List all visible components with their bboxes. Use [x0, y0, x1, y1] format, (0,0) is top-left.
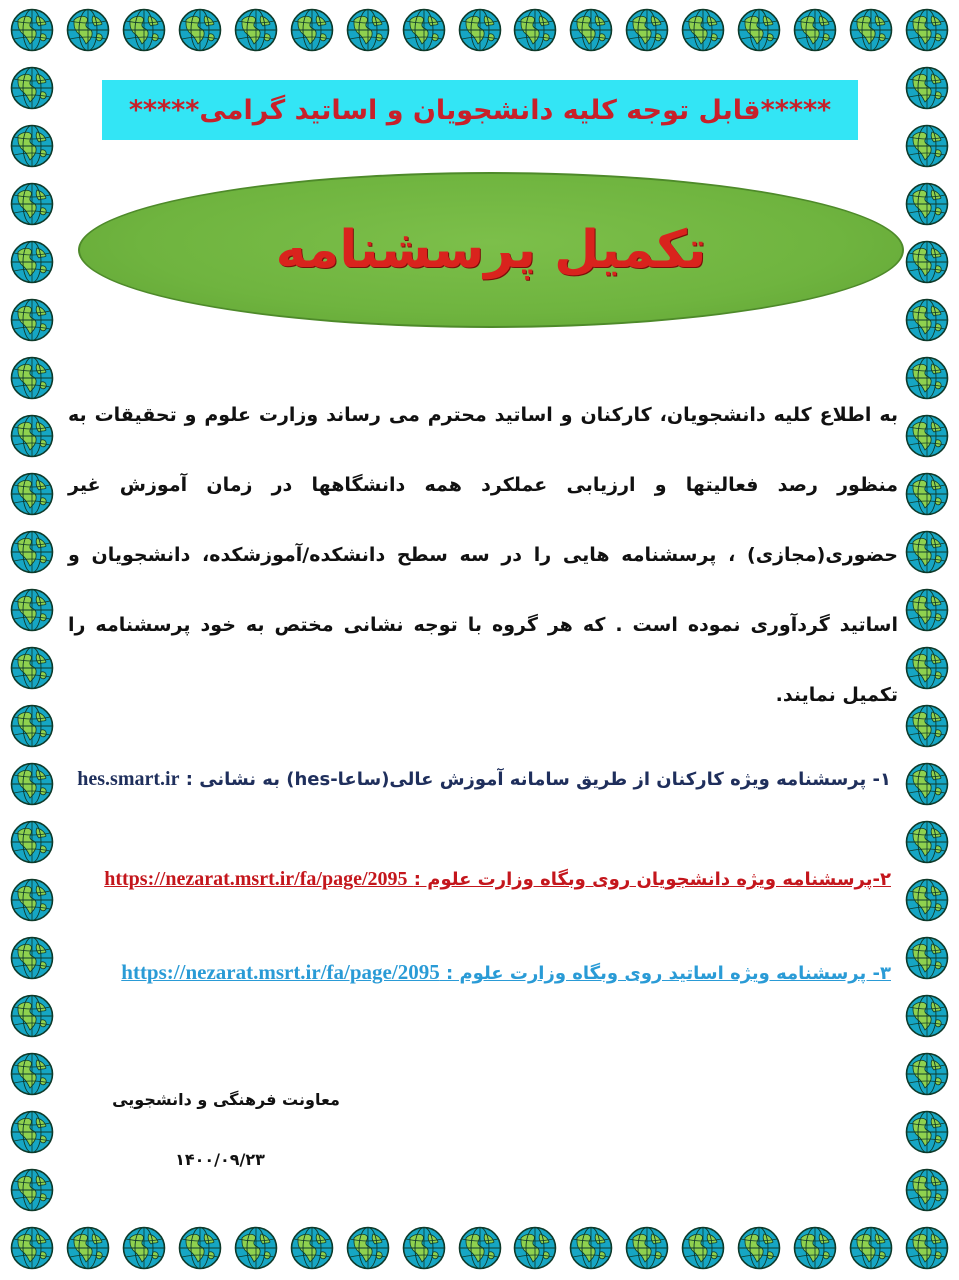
globe-icon: [905, 1226, 949, 1270]
globe-icon: [905, 8, 949, 52]
globe-icon: [458, 8, 502, 52]
globe-icon: [10, 298, 54, 342]
globe-icon: [10, 1226, 54, 1270]
globe-icon: [10, 66, 54, 110]
globe-icon: [905, 646, 949, 690]
globe-icon: [10, 472, 54, 516]
globe-icon: [905, 530, 949, 574]
globe-icon: [346, 8, 390, 52]
globe-icon: [402, 1226, 446, 1270]
globe-icon: [10, 762, 54, 806]
globe-icon: [905, 124, 949, 168]
globe-icon: [66, 1226, 110, 1270]
globe-icon: [513, 1226, 557, 1270]
globe-icon: [625, 1226, 669, 1270]
globe-icon: [793, 8, 837, 52]
item-text: ۳- پرسشنامه ویژه اساتید روی وبگاه وزارت علوم :: [446, 963, 891, 984]
faculty-survey-link[interactable]: https://nezarat.msrt.ir/fa/page/2095: [121, 960, 440, 984]
globe-icon: [10, 878, 54, 922]
list-item: [104, 868, 891, 891]
globe-icon: [905, 994, 949, 1038]
globe-icon: [10, 994, 54, 1038]
globe-icon: [10, 588, 54, 632]
globe-icon: [905, 240, 949, 284]
globe-icon: [737, 8, 781, 52]
globe-icon: [290, 1226, 334, 1270]
globe-icon: [905, 182, 949, 226]
globe-icon: [849, 1226, 893, 1270]
title-oval: [78, 172, 904, 328]
globe-icon: [905, 414, 949, 458]
globe-icon: [346, 1226, 390, 1270]
globe-icon: [905, 704, 949, 748]
globe-icon: [905, 1052, 949, 1096]
staff-survey-link[interactable]: hes.smart.ir: [77, 768, 180, 790]
globe-icon: [10, 414, 54, 458]
notice-banner: [102, 80, 858, 140]
date: ۱۴۰۰/۰۹/۲۳: [175, 1150, 265, 1169]
globe-icon: [905, 356, 949, 400]
banner-text: *****قابل توجه کلیه دانشجویان و اساتید گرامی*****: [128, 94, 832, 126]
globe-icon: [10, 646, 54, 690]
globe-icon: [234, 8, 278, 52]
globe-icon: [66, 8, 110, 52]
list-item: [77, 768, 891, 791]
globe-icon: [849, 8, 893, 52]
globe-icon: [10, 182, 54, 226]
globe-icon: [905, 588, 949, 632]
globe-icon: [793, 1226, 837, 1270]
announcement-paragraph: به اطلاع کلیه دانشجویان، کارکنان و اساتید محترم می رساند وزارت علوم و تحقیقات به منظور رصد فعالیتها و ارزیابی عملکرد همه دانشگاهها در زمان آموزش غیر حضوری(مجازی) ، پرسشنامه هایی را در سه سطح دانشکده/آموزشکده، دانشجویان و اساتید گردآوری نموده است . که هر گروه با توجه نشانی مختص به خود پرسشنامه را تکمیل نمایند.: [68, 404, 898, 706]
globe-icon: [625, 8, 669, 52]
signature: معاونت فرهنگی و دانشجویی: [112, 1090, 340, 1109]
globe-icon: [737, 1226, 781, 1270]
globe-icon: [10, 8, 54, 52]
globe-icon: [10, 530, 54, 574]
globe-icon: [681, 8, 725, 52]
globe-icon: [905, 472, 949, 516]
globe-icon: [905, 1110, 949, 1154]
globe-icon: [10, 240, 54, 284]
globe-icon: [290, 8, 334, 52]
list-item: [121, 960, 891, 985]
globe-icon: [10, 704, 54, 748]
student-survey-link[interactable]: https://nezarat.msrt.ir/fa/page/2095: [104, 868, 408, 890]
globe-icon: [905, 820, 949, 864]
globe-icon: [10, 820, 54, 864]
globe-icon: [122, 8, 166, 52]
globe-icon: [10, 1052, 54, 1096]
page-title: تکمیل پرسشنامه: [275, 220, 707, 280]
globe-icon: [10, 124, 54, 168]
globe-icon: [178, 8, 222, 52]
globe-icon: [10, 936, 54, 980]
globe-icon: [458, 1226, 502, 1270]
globe-icon: [513, 8, 557, 52]
globe-icon: [10, 1110, 54, 1154]
globe-icon: [178, 1226, 222, 1270]
item-text: ۲-پرسشنامه ویژه دانشجویان روی وبگاه وزارت علوم :: [413, 869, 891, 890]
globe-icon: [569, 8, 613, 52]
globe-icon: [10, 356, 54, 400]
globe-icon: [905, 936, 949, 980]
globe-icon: [905, 878, 949, 922]
globe-icon: [122, 1226, 166, 1270]
globe-icon: [905, 66, 949, 110]
item-text: ۱- پرسشنامه ویژه کارکنان از طریق سامانه آموزش عالی(ساعا-hes) به نشانی :: [185, 769, 891, 790]
globe-icon: [905, 762, 949, 806]
globe-icon: [10, 1168, 54, 1212]
globe-icon: [905, 1168, 949, 1212]
globe-icon: [402, 8, 446, 52]
globe-icon: [569, 1226, 613, 1270]
globe-icon: [234, 1226, 278, 1270]
globe-icon: [905, 298, 949, 342]
globe-icon: [681, 1226, 725, 1270]
